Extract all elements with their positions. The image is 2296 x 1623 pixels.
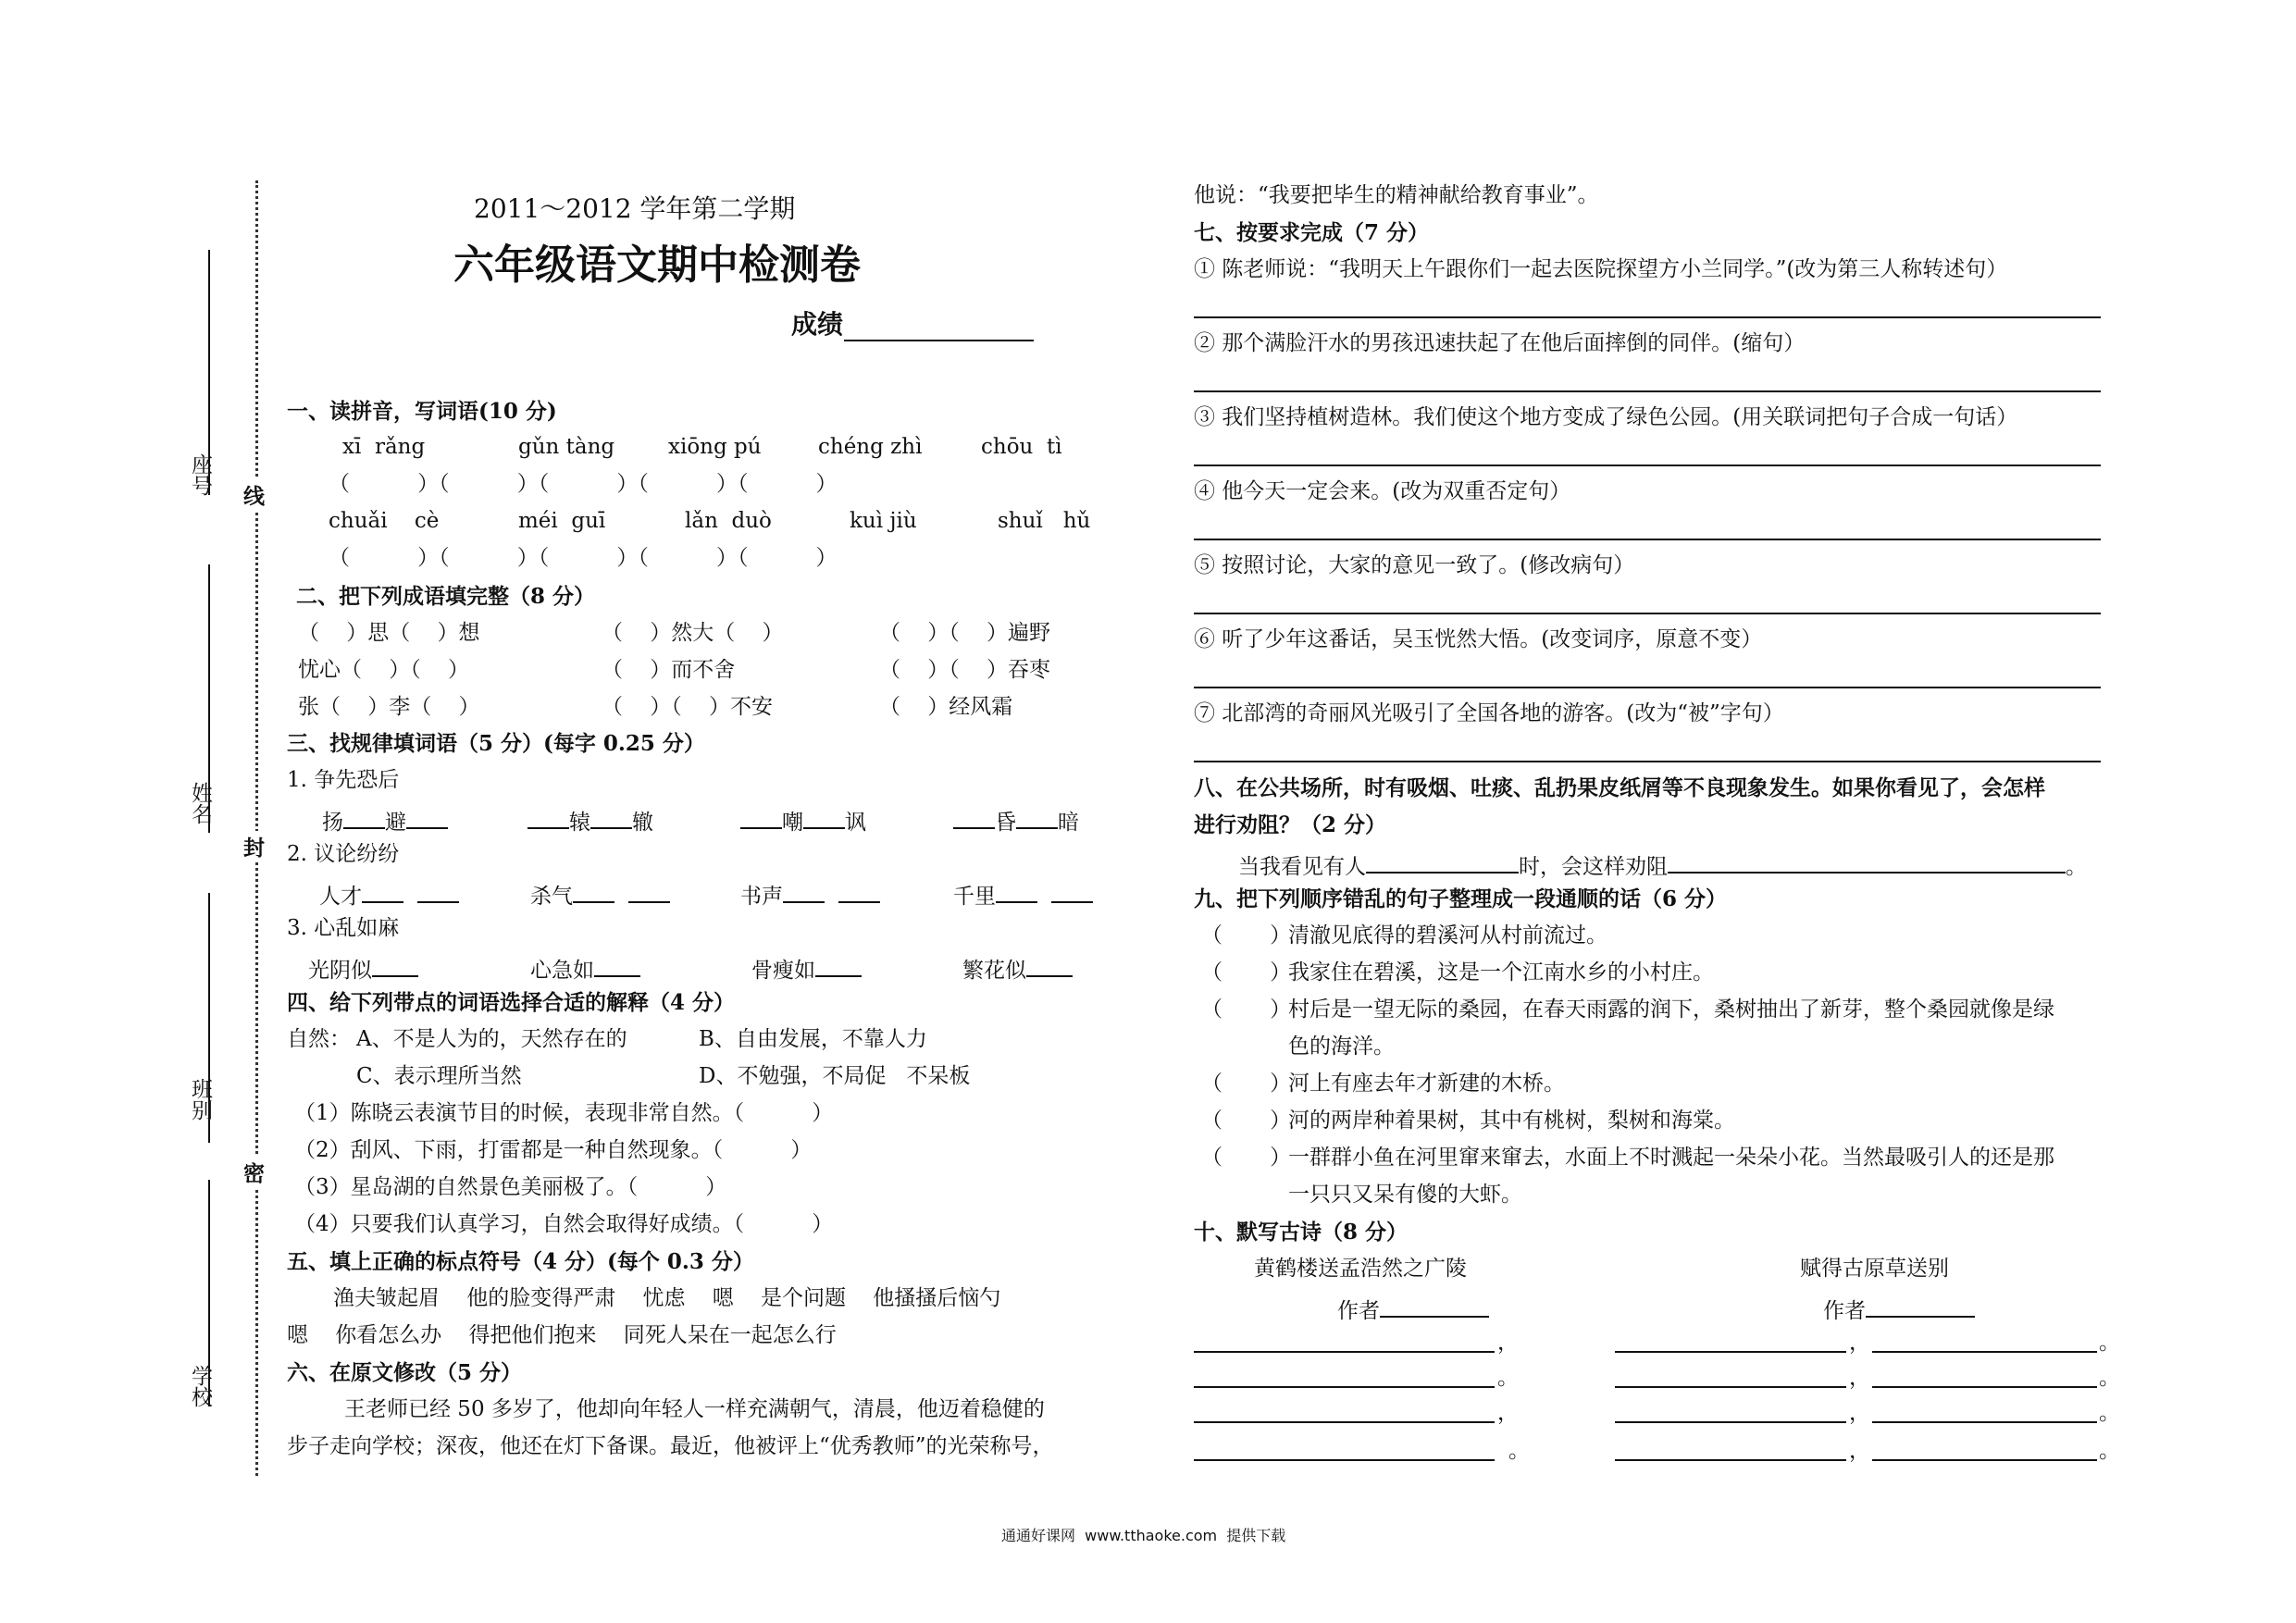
s9-sentence: 清澈见底得的碧溪河从村前流过。 [1288,923,1607,948]
s7-answer-line[interactable] [1194,465,2101,466]
s2-idiom[interactable]: （ ）（ ）不安 [602,695,773,719]
s10-heading: 十、默写古诗（8 分） [1194,1220,1409,1245]
s8-heading-line-2: 进行劝阻？（2 分） [1194,812,1387,837]
s3-g3-item[interactable]: 光阴似 [308,955,418,982]
s9-sentence-continued: 色的海洋。 [1288,1035,1395,1059]
poem-2-line[interactable] [1872,1386,2097,1388]
s3-g2-item[interactable]: 杀气 [530,881,670,908]
s7-item: ④ 他今天一定会来。(改为双重否定句） [1194,479,1571,503]
s7-item: ② 那个满脸汗水的男孩迅速扶起了在他后面摔倒的同伴。(缩句） [1194,331,1806,355]
poem-2-author[interactable]: 作者 [1823,1295,1975,1322]
poem-2-line[interactable] [1872,1459,2097,1461]
s7-item: ⑤ 按照讨论，大家的意见一致了。(修改病句） [1194,553,1635,577]
punct: ， [1849,1366,1870,1390]
s6-paragraph-line-3[interactable]: 他说：“我要把毕生的精神献给教育事业”。 [1194,183,1599,207]
s2-idiom[interactable]: （ ）（ ）遍野 [879,621,1050,645]
s2-idiom[interactable]: （ ）（ ）吞枣 [879,658,1050,682]
s4-option-b: B、自由发展，不靠人力 [699,1027,927,1051]
footer-credit: 通通好课网 www.tthaoke.com 提供下载 [1001,1527,1286,1544]
s3-heading: 三、找规律填词语（5 分）(每字 0.25 分） [287,731,705,756]
s7-item: ⑦ 北部湾的奇丽风光吸引了全国各地的游客。(改为“被”字句） [1194,701,1784,725]
s4-option-c: C、表示理所当然 [356,1064,522,1088]
s9-sentence-continued: 一只只又呆有傻的大虾。 [1288,1183,1522,1207]
binding-dotted-line [255,180,258,1476]
poem-2-line[interactable] [1615,1386,1846,1388]
class-label: 班别 [188,1078,212,1121]
score-label: 成绩 [791,309,844,340]
s9-sentence: 河上有座去年才新建的木桥。 [1288,1072,1565,1096]
s9-order-paren[interactable]: （ ） [1201,1109,1292,1133]
s7-answer-line[interactable] [1194,316,2101,318]
s1-answer-row-1[interactable]: （ ）（ ）（ ）（ ）（ ） [329,472,838,496]
s1-answer-row-2[interactable]: （ ）（ ）（ ）（ ）（ ） [329,546,838,570]
poem-2-line[interactable] [1872,1421,2097,1423]
poem-2-line[interactable] [1615,1351,1846,1353]
s7-item: ⑥ 听了少年这番话，吴玉恍然大悟。(改变词序，原意不变） [1194,627,1763,651]
s7-item: ③ 我们坚持植树造林。我们使这个地方变成了绿色公园。(用关联词把句子合成一句话） [1194,405,2018,429]
s1-pinyin-10: shuǐ hǔ [998,509,1091,533]
s7-item: ① 陈老师说：“我明天上午跟你们一起去医院探望方小兰同学。”(改为第三人称转述句） [1194,257,2008,281]
s3-g3-item[interactable]: 心急如 [530,955,640,982]
s8-heading-line-1: 八、在公共场所，时有吸烟、吐痰、乱扔果皮纸屑等不良现象发生。如果你看见了，会怎样 [1194,775,2045,800]
s7-answer-line[interactable] [1194,613,2101,614]
punct: 。 [2099,1366,2120,1390]
poem-2-line[interactable] [1615,1421,1846,1423]
page-title: 六年级语文期中检测卷 [453,242,861,289]
s3-group-2-title: 2. 议论纷纷 [287,842,400,866]
s8-answer-sentence[interactable]: 当我看见有人 时，会这样劝阻 。 [1238,851,2087,878]
punct: 。 [1508,1439,1530,1463]
s6-paragraph-line-1[interactable]: 王老师已经 50 多岁了，他却向年轻人一样充满朝气，清晨，他迈着稳健的 [344,1397,1045,1421]
punct: 。 [1497,1366,1519,1390]
s9-order-paren[interactable]: （ ） [1201,1072,1292,1096]
s4-heading: 四、给下列带点的词语选择合适的解释（4 分） [287,990,736,1015]
s9-sentence: 一群群小鱼在河里窜来窜去，水面上不时溅起一朵朵小花。当然最吸引人的还是那 [1288,1146,2054,1170]
s3-g1-item[interactable]: 扬 避 [322,807,448,834]
poem-1-line[interactable] [1194,1386,1495,1388]
poem-2-line[interactable] [1615,1459,1846,1461]
s4-option-d: D、不勉强，不局促 不呆板 [699,1064,971,1088]
s1-pinyin-5: chōu tì [981,435,1062,459]
s1-pinyin-9: kuì jiù [850,509,917,533]
s4-item[interactable]: （4）只要我们认真学习，自然会取得好成绩。（ ） [294,1212,834,1236]
s9-sentence: 村后是一望无际的桑园，在春天雨露的润下，桑树抽出了新芽，整个桑园就像是绿 [1288,997,2054,1022]
s3-g1-item[interactable]: 嘲 讽 [740,807,866,834]
s9-sentence: 河的两岸种着果树，其中有桃树，梨树和海棠。 [1288,1109,1735,1133]
s7-answer-line[interactable] [1194,761,2101,762]
s7-answer-line[interactable] [1194,539,2101,540]
poem-2-line[interactable] [1872,1351,2097,1353]
seal-char-line: 线 [243,479,265,510]
poem-1-line[interactable] [1194,1421,1495,1423]
s2-idiom[interactable]: 忧心（ ）（ ） [298,658,469,682]
s4-item[interactable]: （1）陈晓云表演节目的时候，表现非常自然。（ ） [294,1101,834,1125]
s1-pinyin-3: xiōng pú [668,435,762,459]
punct: ， [1849,1439,1870,1463]
s1-pinyin-8: lǎn duò [685,509,772,533]
s4-option-a: A、不是人为的，天然存在的 [356,1027,627,1051]
punct: ， [1849,1401,1870,1425]
s6-paragraph-line-2[interactable]: 步子走向学校；深夜，他还在灯下备课。最近，他被评上“优秀教师”的光荣称号， [287,1434,1054,1458]
s5-line-2[interactable]: 嗯 你看怎么办 得把他们抱来 同死人呆在一起怎么行 [287,1323,837,1347]
poem-2-title: 赋得古原草送别 [1800,1257,1949,1281]
s9-order-paren[interactable]: （ ） [1201,997,1292,1022]
s1-heading: 一、读拼音，写词语(10 分) [287,399,557,424]
s1-pinyin-2: gǔn tàng [518,435,615,459]
s9-sentence: 我家住在碧溪，这是一个江南水乡的小村庄。 [1288,960,1714,985]
s2-idiom[interactable]: （ ）经风霜 [879,695,1013,719]
punct: ， [1497,1401,1519,1425]
s2-idiom[interactable]: （ ）而不舍 [602,658,736,682]
s1-pinyin-7: méi guī [518,509,606,533]
term-label: 2011～2012 学年第二学期 [474,193,796,224]
s5-line-1[interactable]: 渔夫皱起眉 他的脸变得严肃 忧虑 嗯 是个问题 他搔搔后恼勺 [333,1286,1001,1310]
seal-char-seal: 封 [243,831,265,861]
s6-heading: 六、在原文修改（5 分） [287,1360,523,1385]
s3-g2-item[interactable]: 书声 [740,881,880,908]
punct: ， [1497,1331,1519,1355]
s9-order-paren[interactable]: （ ） [1201,1146,1292,1170]
s7-answer-line[interactable] [1194,390,2101,392]
school-label: 学校 [188,1365,212,1407]
s3-group-3-title: 3. 心乱如麻 [287,916,400,940]
s3-g2-item[interactable]: 人才 [319,881,459,908]
s1-pinyin-1: xī rǎng [342,435,426,459]
s3-g1-item[interactable]: 辕 辙 [527,807,653,834]
s3-group-1-title: 1. 争先恐后 [287,768,400,792]
s2-idiom[interactable]: （ ）然大（ ） [602,621,784,645]
s9-order-paren[interactable]: （ ） [1201,923,1292,948]
punct: 。 [2099,1331,2120,1355]
s4-def-label: 自然： [287,1027,351,1051]
s9-order-paren[interactable]: （ ） [1201,960,1292,985]
s2-heading: 二、把下列成语填完整（8 分） [296,584,596,609]
s4-item[interactable]: （2）刮风、下雨，打雷都是一种自然现象。（ ） [294,1138,813,1162]
poem-1-author[interactable]: 作者 [1337,1295,1489,1322]
s3-g1-item[interactable]: 昏 暗 [953,807,1079,834]
punct: 。 [2099,1401,2120,1425]
s2-idiom[interactable]: （ ）思（ ）想 [298,621,480,645]
s7-answer-line[interactable] [1194,687,2101,688]
poem-1-line[interactable] [1194,1351,1495,1353]
s4-item[interactable]: （3）星岛湖的自然景色美丽极了。（ ） [294,1175,727,1199]
s7-heading: 七、按要求完成（7 分） [1194,220,1430,245]
s5-heading: 五、填上正确的标点符号（4 分）(每个 0.3 分） [287,1249,754,1274]
s3-g3-item[interactable]: 繁花似 [962,955,1073,982]
s1-pinyin-4: chéng zhì [818,435,923,459]
poem-1-title: 黄鹤楼送孟浩然之广陵 [1254,1257,1467,1281]
name-label: 姓名 [188,782,212,824]
poem-1-line[interactable] [1194,1459,1495,1461]
seat-number-label: 座号 [188,453,212,496]
s3-g3-item[interactable]: 骨瘦如 [751,955,862,982]
score-field[interactable] [844,340,1034,341]
seal-char-secret: 密 [243,1157,265,1187]
punct: 。 [2099,1439,2120,1463]
s9-heading: 九、把下列顺序错乱的句子整理成一段通顺的话（6 分） [1194,886,1728,911]
punct: ， [1849,1331,1870,1355]
s3-g2-item[interactable]: 千里 [953,881,1093,908]
s2-idiom[interactable]: 张（ ）李（ ） [298,695,480,719]
s1-pinyin-6: chuǎi cè [329,509,440,533]
